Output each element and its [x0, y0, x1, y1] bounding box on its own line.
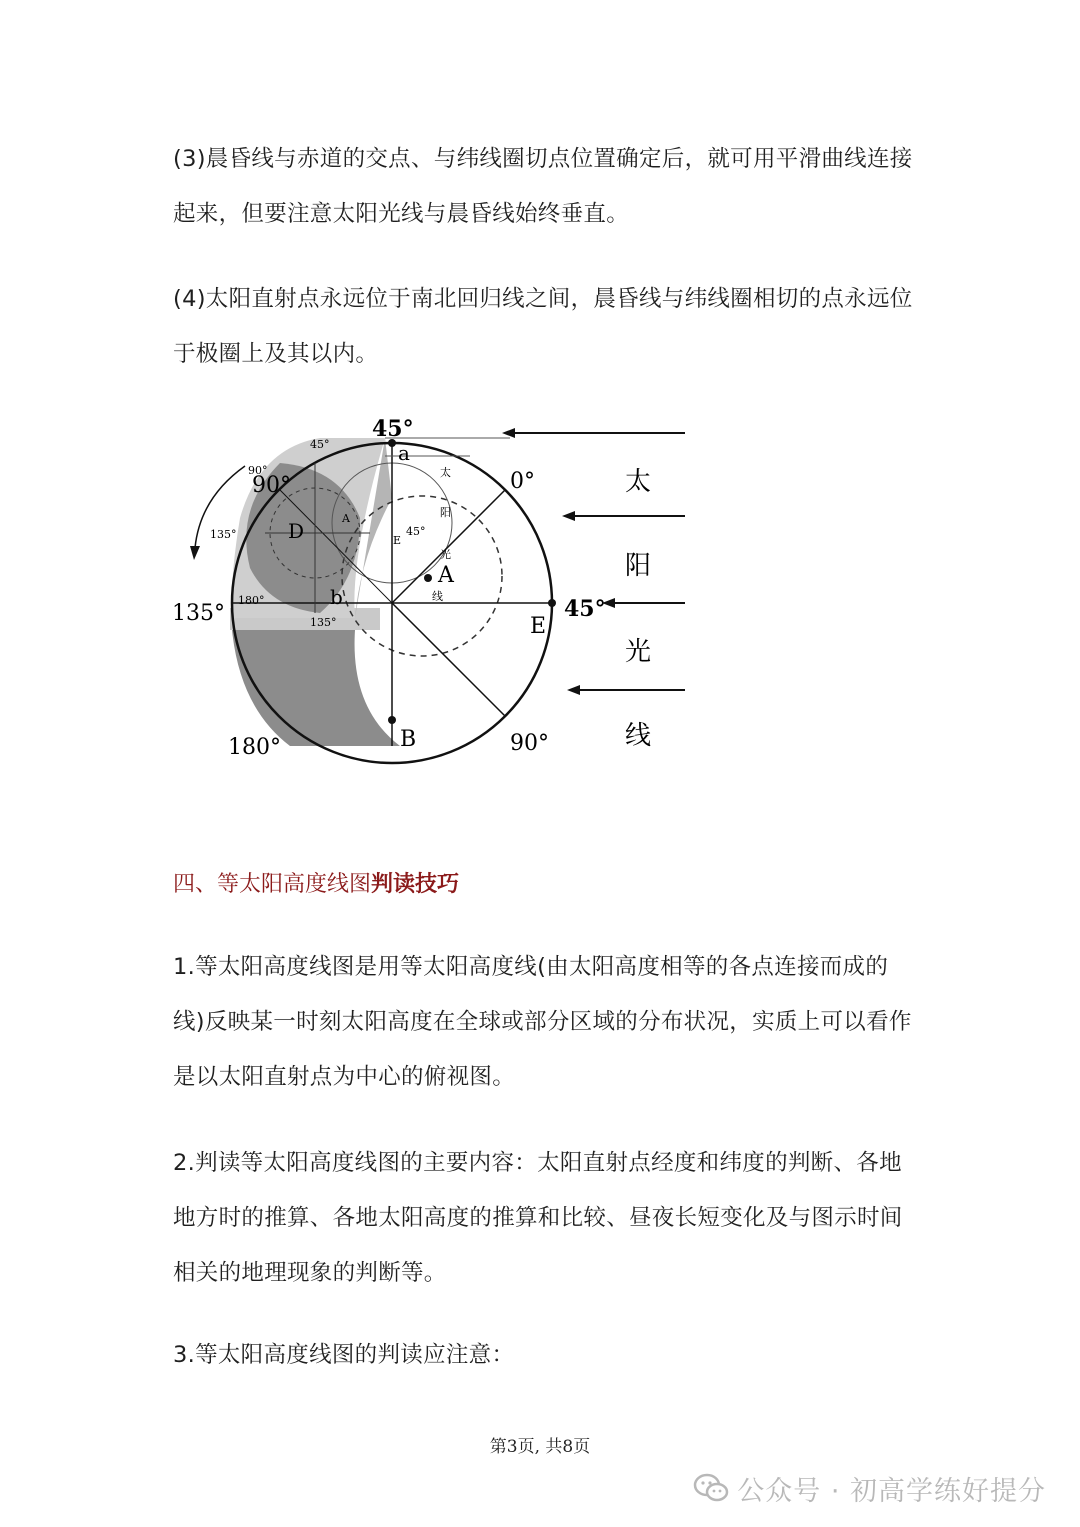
label-45-top: 45°: [372, 416, 414, 442]
watermark-text: 公众号 · 初高学练好提分: [737, 1475, 1046, 1507]
label-180-bottom: 180°: [228, 735, 281, 760]
page-number: 第3页, 共8页: [489, 1437, 591, 1457]
label-0: 0°: [510, 469, 535, 494]
label-135-bottom: 135°: [310, 616, 337, 629]
point-A: [424, 574, 432, 582]
label-45-small: 45°: [310, 438, 330, 451]
label-a: a: [398, 441, 410, 465]
item-2: 2.判读等太阳高度线图的主要内容：太阳直射点经度和纬度的判断、各地地方时的推算、各地太阳高度的推算和比较、昼夜长短变化及与图示时间相关的地理现象的判断等。: [173, 1150, 903, 1286]
label-sun-1: 太: [625, 467, 652, 497]
label-E: E: [530, 614, 547, 639]
label-small-yang: 阳: [440, 506, 451, 519]
wechat-icon: [693, 1473, 729, 1503]
label-180-small: 180°: [238, 594, 265, 607]
label-D: D: [288, 519, 305, 543]
section-heading: [173, 860, 459, 910]
label-sun-3: 光: [625, 637, 652, 667]
point-E: [548, 599, 556, 607]
label-90-small: 90°: [248, 464, 268, 477]
label-45-inner: 45°: [406, 525, 426, 538]
item-3: 3.等太阳高度线图的判读应注意：: [173, 1342, 515, 1368]
section-heading-prefix: 四、等太阳高度线图: [173, 872, 372, 897]
sunlight-diagram: [170, 408, 700, 760]
point-B: [388, 716, 396, 724]
label-90-bottom: 90°: [510, 731, 549, 756]
label-sun-4: 线: [625, 721, 652, 751]
label-A-small: A: [342, 512, 350, 525]
label-b: b: [330, 585, 343, 609]
label-small-tai: 太: [440, 466, 451, 479]
label-135-small: 135°: [210, 528, 237, 541]
watermark: [693, 1468, 1046, 1508]
label-B: B: [400, 727, 417, 752]
label-45-right: 45°: [564, 596, 606, 622]
item-1: 1.等太阳高度线图是用等太阳高度线(由太阳高度相等的各点连接而成的线)反映某一时刻太阳高度在全球或部分区域的分布状况，实质上可以看作是以太阳直射点为中心的俯视图。: [173, 954, 912, 1090]
label-small-guang: 光: [440, 548, 451, 561]
label-sun-2: 阳: [625, 551, 652, 581]
paragraph-4: (4)太阳直射点永远位于南北回归线之间，晨昏线与纬线圈相切的点永远位于极圈上及其以内。: [173, 286, 913, 367]
label-small-xian: 线: [432, 590, 443, 603]
label-A: A: [438, 563, 454, 588]
label-90-left: 90°: [252, 473, 291, 498]
label-135-left: 135°: [172, 601, 225, 626]
paragraph-3: (3)晨昏线与赤道的交点、与纬线圈切点位置确定后，就可用平滑曲线连接起来，但要注意太阳光线与晨昏线始终垂直。: [173, 146, 913, 227]
label-E-small: E: [393, 534, 402, 547]
section-heading-bold: 判读技巧: [371, 872, 460, 897]
